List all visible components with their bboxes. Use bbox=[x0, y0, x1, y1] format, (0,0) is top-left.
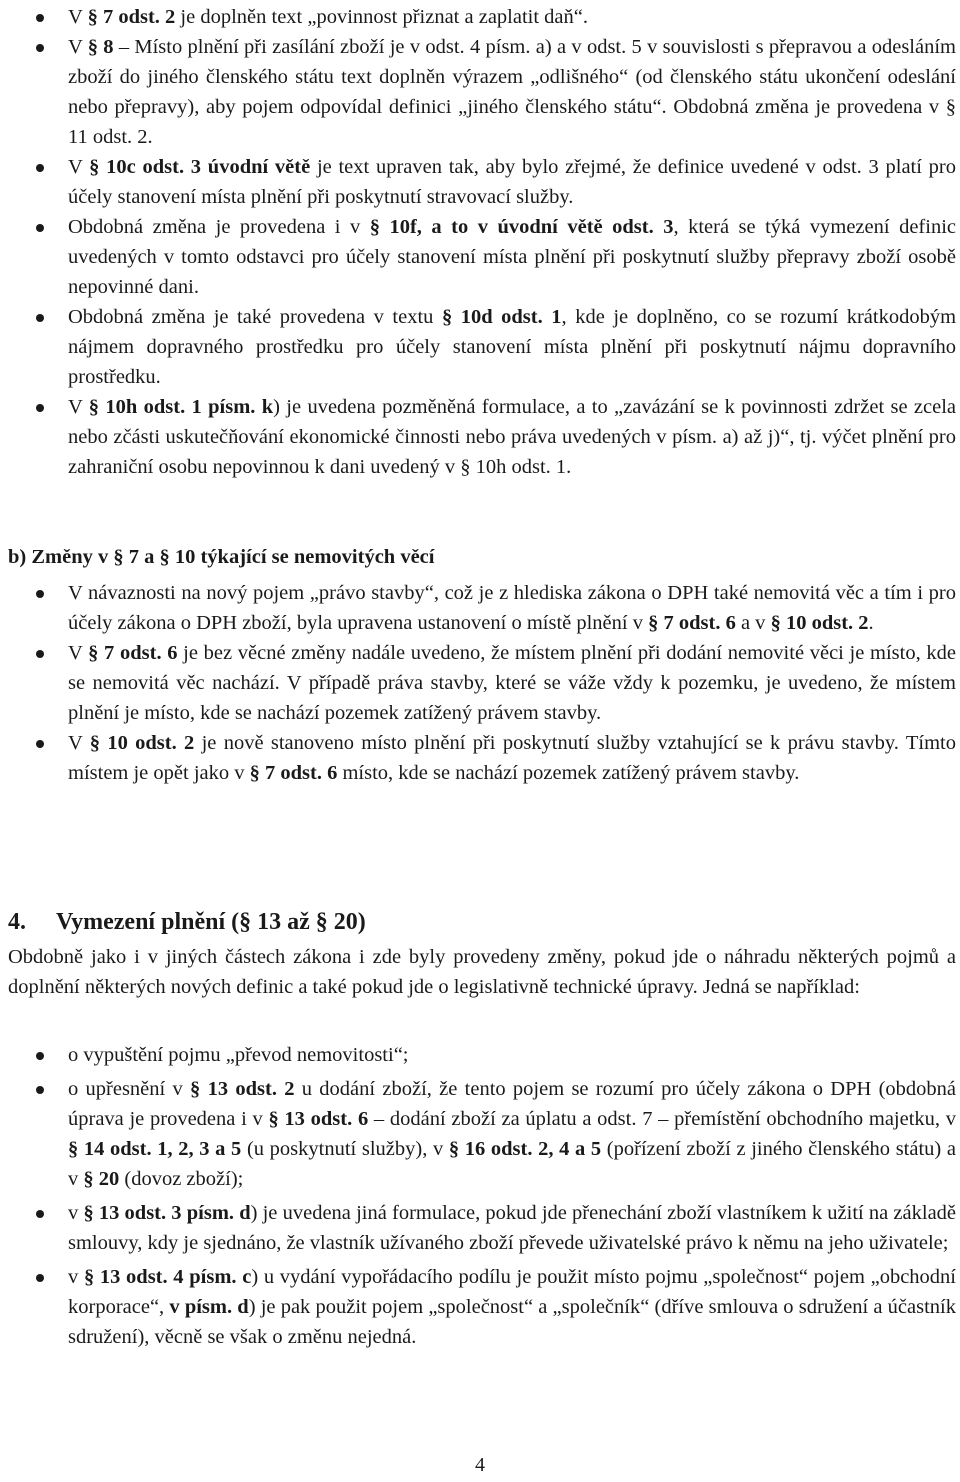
bullet-list-definitions bbox=[0, 1040, 960, 1352]
list-item: o upřesnění v § 13 odst. 2 u dodání zboží, že tento pojem se rozumí pro účely zákona o DPH (obdobná úprava je provedena i v § 13 odst. 6 – dodání zboží za úplatu a odst. 7 – přemístění obchodního majetku, v § 14 odst. 1, 2, 3 a 5 (u poskytnutí služby), v § 16 odst. 2, 4 a 5 (pořízení zboží z jiného členského státu) a v § 20 (dovoz zboží); bbox=[0, 1074, 960, 1194]
subheading-b: b) Změny v § 7 a § 10 týkající se nemovitých věcí bbox=[8, 546, 435, 568]
bullet-icon bbox=[36, 590, 44, 598]
list-item: Obdobná změna je provedena i v § 10f, a to v úvodní větě odst. 3, která se týká vymezení definic uvedených v tomto odstavci pro účely stanovení místa plnění při poskytnutí služby přepravy zboží osobě nepovinné dani. bbox=[0, 212, 960, 302]
list-item: V § 8 – Místo plnění při zasílání zboží je v odst. 4 písm. a) a v odst. 5 v souvislosti s přepravou a odesláním zboží do jiného členského státu text doplněn výrazem „odlišného“ (od členského státu ukončení odeslání nebo přepravy), aby pojem odpovídal definici „jiného členského státu“. Obdobná změna je provedena v § 11 odst. 2. bbox=[0, 32, 960, 152]
list-item: o vypuštění pojmu „převod nemovitosti“; bbox=[0, 1040, 960, 1070]
list-item: Obdobná změna je také provedena v textu § 10d odst. 1, kde je doplněno, co se rozumí krátkodobým nájmem dopravného prostředku pro účely stanovení místa plnění při poskytnutí nájmu dopravního prostředku. bbox=[0, 302, 960, 392]
bullet-icon bbox=[36, 650, 44, 658]
bullet-icon bbox=[36, 740, 44, 748]
bullet-icon bbox=[36, 404, 44, 412]
bullet-icon bbox=[36, 224, 44, 232]
bullet-icon bbox=[36, 44, 44, 52]
section-number: 4. bbox=[8, 909, 26, 935]
section-intro: Obdobně jako i v jiných částech zákona i zde byly provedeny změny, pokud jde o náhradu některých pojmů a doplnění některých nových definic a také pokud jde o legislativně technické úpravy. Jedná se například: bbox=[8, 946, 956, 998]
bullet-icon bbox=[36, 14, 44, 22]
section-title: Vymezení plnění (§ 13 až § 20) bbox=[56, 909, 366, 935]
bullet-icon bbox=[36, 164, 44, 172]
list-item: V § 7 odst. 2 je doplněn text „povinnost přiznat a zaplatit daň“. bbox=[0, 2, 960, 32]
section-heading bbox=[0, 906, 366, 938]
bullet-icon bbox=[36, 1210, 44, 1218]
list-item: V návaznosti na nový pojem „právo stavby“, což je z hlediska zákona o DPH také nemovitá věc a tím i pro účely zákona o DPH zboží, byla upravena ustanovení o místě plnění v § 7 odst. 6 a v § 10 odst. 2. bbox=[0, 578, 960, 638]
bullet-list-amendments bbox=[0, 2, 960, 482]
list-item: V § 10h odst. 1 písm. k) je uvedena pozměněná formulace, a to „zavázání se k povinnosti zdržet se zcela nebo zčásti uskutečňování ekonomické činnosti nebo práva uvedených v písm. a) až j)“, tj. výčet plnění pro zahraniční osobu nepovinnou k dani uvedený v § 10h odst. 1. bbox=[0, 392, 960, 482]
list-item: v § 13 odst. 4 písm. c) u vydání vypořádacího podílu je použit místo pojmu „společnost“ pojem „obchodní korporace“, v písm. d) je pak použit pojem „společnost“ a „společník“ (dříve smlouva o sdružení a účastník sdružení), věcně se však o změnu nejedná. bbox=[0, 1262, 960, 1352]
bullet-icon bbox=[36, 1274, 44, 1282]
page-number: 4 bbox=[475, 1454, 485, 1476]
bullet-icon bbox=[36, 314, 44, 322]
bullet-icon bbox=[36, 1052, 44, 1060]
list-item: V § 10 odst. 2 je nově stanoveno místo plnění při poskytnutí služby vztahující se k právu stavby. Tímto místem je opět jako v § 7 odst. 6 místo, kde se nachází pozemek zatížený právem stavby. bbox=[0, 728, 960, 788]
bullet-list-real-estate bbox=[0, 578, 960, 788]
bullet-icon bbox=[36, 1086, 44, 1094]
list-item: v § 13 odst. 3 písm. d) je uvedena jiná formulace, pokud jde přenechání zboží vlastníkem k užití na základě smlouvy, kdy je sjednáno, že vlastník užívaného zboží převede uživatelské právo k němu na jeho uživatele; bbox=[0, 1198, 960, 1258]
list-item: V § 10c odst. 3 úvodní větě je text upraven tak, aby bylo zřejmé, že definice uvedené v odst. 3 platí pro účely stanovení místa plnění při poskytnutí stravovací služby. bbox=[0, 152, 960, 212]
list-item: V § 7 odst. 6 je bez věcné změny nadále uvedeno, že místem plnění při dodání nemovité věci je místo, kde se nemovitá věc nachází. V případě práva stavby, které se váže vždy k pozemku, je uvedeno, že místem plnění je místo, kde se nachází pozemek zatížený právem stavby. bbox=[0, 638, 960, 728]
